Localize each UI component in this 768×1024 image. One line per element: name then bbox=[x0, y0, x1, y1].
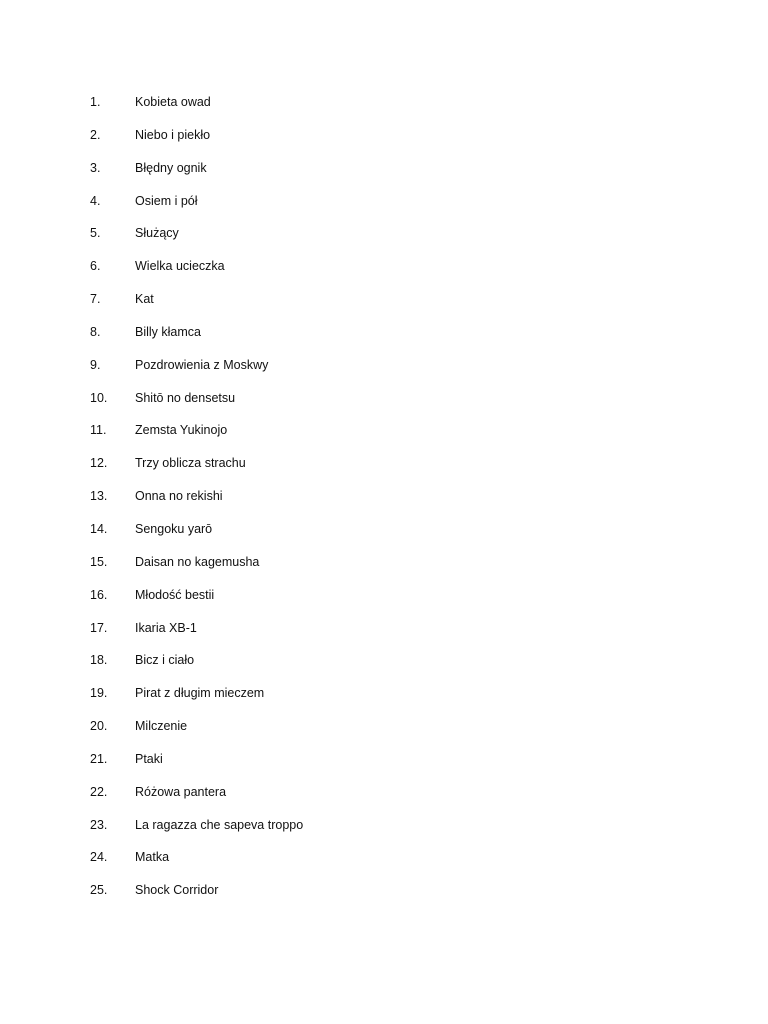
item-title: La ragazza che sapeva troppo bbox=[135, 817, 304, 832]
item-number: 12. bbox=[90, 456, 108, 471]
item-title: Milczenie bbox=[135, 719, 188, 734]
item-number: 17. bbox=[90, 620, 108, 635]
item-number: 2. bbox=[90, 127, 101, 142]
item-title: Pirat z długim mieczem bbox=[135, 686, 265, 701]
item-number: 20. bbox=[90, 719, 108, 734]
item-title: Błędny ognik bbox=[135, 160, 207, 175]
item-title: Shitō no densetsu bbox=[135, 390, 236, 405]
list-item bbox=[90, 354, 303, 387]
list-item bbox=[90, 190, 303, 223]
list-item bbox=[90, 452, 303, 485]
item-title: Zemsta Yukinojo bbox=[135, 423, 228, 438]
item-number: 10. bbox=[90, 390, 108, 405]
list-item bbox=[90, 157, 303, 190]
list-item bbox=[90, 682, 303, 715]
list-item bbox=[90, 485, 303, 518]
list-item bbox=[90, 649, 303, 682]
item-title: Bicz i ciało bbox=[135, 653, 195, 668]
item-title: Wielka ucieczka bbox=[135, 259, 225, 274]
list-item bbox=[90, 781, 303, 814]
item-title: Niebo i piekło bbox=[135, 127, 211, 142]
item-number: 14. bbox=[90, 521, 108, 536]
item-number: 18. bbox=[90, 653, 108, 668]
item-number: 19. bbox=[90, 686, 108, 701]
item-number: 3. bbox=[90, 160, 101, 175]
item-title: Billy kłamca bbox=[135, 324, 201, 339]
list-item bbox=[90, 846, 303, 879]
list-item bbox=[90, 321, 303, 354]
list-item bbox=[90, 222, 303, 255]
item-number: 7. bbox=[90, 292, 101, 307]
item-number: 5. bbox=[90, 226, 101, 241]
list-item bbox=[90, 419, 303, 452]
list-item bbox=[90, 91, 303, 124]
item-title: Shock Corridor bbox=[135, 883, 219, 898]
list-item bbox=[90, 715, 303, 748]
item-number: 1. bbox=[90, 95, 101, 109]
item-title: Młodość bestii bbox=[135, 587, 215, 602]
item-title: Służący bbox=[135, 226, 179, 241]
list-item bbox=[90, 748, 303, 781]
item-title: Onna no rekishi bbox=[135, 489, 223, 504]
item-title: Ptaki bbox=[135, 751, 163, 766]
list-item bbox=[90, 551, 303, 584]
list-item bbox=[90, 288, 303, 321]
item-number: 21. bbox=[90, 751, 108, 766]
item-number: 4. bbox=[90, 193, 101, 208]
item-number: 9. bbox=[90, 357, 101, 372]
item-title: Matka bbox=[135, 850, 170, 865]
item-number: 11. bbox=[90, 423, 107, 438]
list-item bbox=[90, 617, 303, 650]
item-number: 15. bbox=[90, 554, 108, 569]
list-item bbox=[90, 584, 303, 617]
item-title: Kobieta owad bbox=[135, 95, 211, 109]
item-number: 6. bbox=[90, 259, 101, 274]
item-title: Pozdrowienia z Moskwy bbox=[135, 357, 269, 372]
item-number: 16. bbox=[90, 587, 108, 602]
item-number: 13. bbox=[90, 489, 108, 504]
item-title: Trzy oblicza strachu bbox=[135, 456, 246, 471]
list-item bbox=[90, 814, 303, 847]
item-title: Daisan no kagemusha bbox=[135, 554, 260, 569]
item-title: Ikaria XB-1 bbox=[135, 620, 197, 635]
list-item bbox=[90, 255, 303, 288]
list-item bbox=[90, 124, 303, 157]
item-number: 22. bbox=[90, 784, 108, 799]
item-number: 23. bbox=[90, 817, 108, 832]
item-number: 8. bbox=[90, 324, 101, 339]
item-title: Osiem i pół bbox=[135, 193, 198, 208]
item-number: 25. bbox=[90, 883, 108, 898]
item-title: Kat bbox=[135, 292, 154, 307]
item-number: 24. bbox=[90, 850, 108, 865]
item-title: Sengoku yarō bbox=[135, 521, 213, 536]
item-title: Różowa pantera bbox=[135, 784, 227, 799]
list-item bbox=[90, 387, 303, 420]
list-item bbox=[90, 518, 303, 551]
film-list bbox=[90, 91, 303, 912]
list-item bbox=[90, 879, 303, 912]
